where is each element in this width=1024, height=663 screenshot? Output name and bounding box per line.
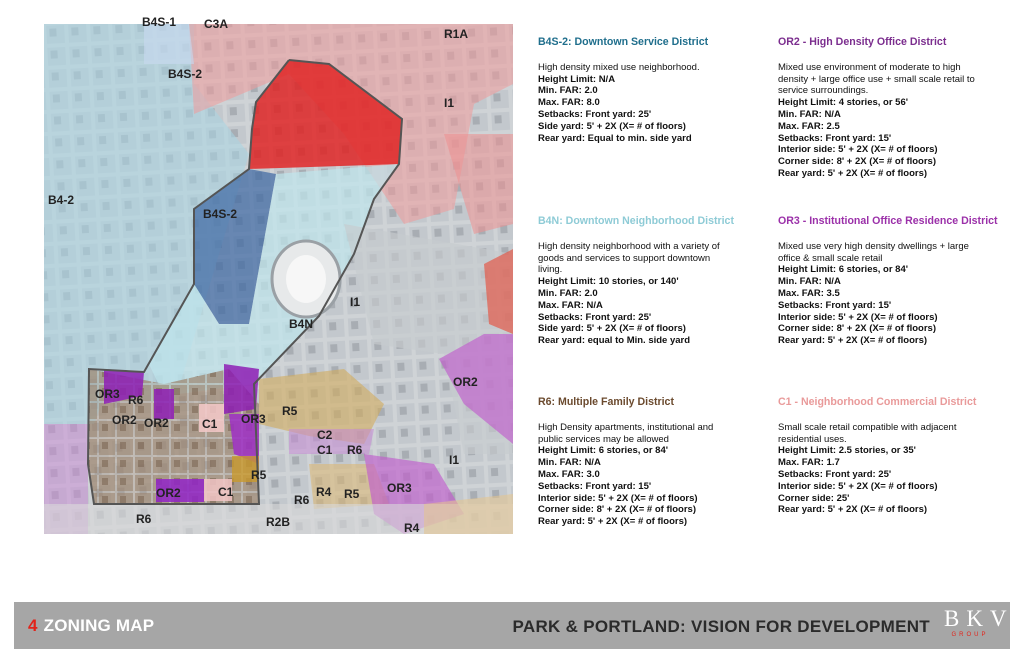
spec-line: Setbacks: Front yard: 25' [778,468,892,480]
spec-line: Corner side: 8' + 2X (X= # of floors) [778,156,936,168]
district-specs [778,97,1000,180]
spec-line: Height Limit: 6 stories, or 84' [538,445,669,457]
map-label-r4-a: R4 [316,485,332,499]
logo-mark: BKV [944,606,1014,631]
district-intro [538,422,760,446]
zone-b4s1 [144,24,194,64]
footer-bar [14,602,1014,649]
spec-line: Setbacks: Front yard: 15' [778,132,892,144]
district-title: B4S-2: Downtown Service District [538,36,709,48]
spec-line: Max. FAR: 8.0 [538,97,600,109]
document-title: PARK & PORTLAND: VISION FOR DEVELOPMENT [512,617,930,636]
district-title: B4N: Downtown Neighborhood District [538,215,734,227]
map-label-r4-b: R4 [404,521,420,535]
section-heading [28,616,154,636]
district-specs [778,264,1000,347]
logo-subtitle: GROUP [951,632,989,638]
map-label-r6-d: R6 [136,512,152,526]
district-specs [538,445,760,528]
spec-line: Height Limit: N/A [538,73,616,85]
spec-line: Side yard: 5' + 2X (X= # of floors) [538,323,686,335]
map-label-i1-top: I1 [444,96,455,110]
bkv-logo [938,606,1014,645]
map-label-b4s2-top: B4S-2 [168,67,203,81]
district-title: OR2 - High Density Office District [778,36,947,48]
intro-line: Mixed use environment of moderate to high [778,61,961,73]
spec-line: Rear yard: 5' + 2X (X= # of floors) [778,167,928,179]
spec-line: Interior side: 5' + 2X (X= # of floors) [778,480,938,492]
spec-line: Setbacks: Front yard: 15' [778,299,892,311]
map-label-c3a: C3A [204,17,229,31]
intro-line: public services may be allowed [538,433,669,445]
spec-line: Min. FAR: N/A [538,457,601,469]
map-label-b4s2-mid: B4S-2 [203,207,238,221]
map-label-b4s1: B4S-1 [142,15,177,29]
district-b4s2 [538,37,760,144]
map-label-r5-b: R5 [251,468,267,482]
spec-line: Setbacks: Front yard: 25' [538,108,652,120]
map-label-or2-b: OR2 [144,416,169,430]
district-intro [778,241,1000,265]
spec-line: Setbacks: Front yard: 25' [538,311,652,323]
spec-line: Min. FAR: N/A [778,108,841,120]
intro-line: Mixed use very high density dwellings + large [778,240,969,252]
zoning-map [44,15,513,535]
spec-line: Max. FAR: 3.0 [538,468,600,480]
intro-line: residential uses. [778,433,847,445]
intro-line: service surroundings. [778,85,869,97]
district-intro [538,62,760,74]
map-label-c1-a: C1 [202,417,218,431]
spec-line: Height Limit: 4 stories, or 56' [778,97,909,109]
spec-line: Corner side: 8' + 2X (X= # of floors) [538,504,696,516]
map-label-or2-a: OR2 [112,413,137,427]
map-label-r6-a: R6 [128,393,144,407]
map-label-or3-a: OR3 [95,387,120,401]
district-intro [538,241,760,276]
spec-line: Side yard: 5' + 2X (X= # of floors) [538,120,686,132]
intro-line: density + large office use + small scale retail to [778,73,975,85]
spec-line: Height Limit: 6 stories, or 84' [778,264,909,276]
spec-line: Max. FAR: 2.5 [778,120,840,132]
spec-line: Min. FAR: N/A [778,276,841,288]
district-specs [778,445,1000,516]
intro-line: High density mixed use neighborhood. [538,61,700,73]
zone-or2-a [154,389,174,419]
intro-line: High Density apartments, institutional and [538,421,714,433]
map-label-r6-b: R6 [347,443,363,457]
spec-line: Max. FAR: 1.7 [778,457,840,469]
spec-line: Rear yard: Equal to min. side yard [538,132,692,144]
intro-line: office & small scale retail [778,252,883,264]
spec-line: Max. FAR: 3.5 [778,287,840,299]
spec-line: Height Limit: 10 stories, or 140' [538,276,679,288]
district-or2 [778,37,1000,180]
map-label-r5-a: R5 [282,404,298,418]
spec-line: Rear yard: 5' + 2X (X= # of floors) [778,504,928,516]
map-label-r1a: R1A [444,27,469,41]
section-title: ZONING MAP [43,616,155,635]
spec-line: Corner side: 8' + 2X (X= # of floors) [778,323,936,335]
intro-line: Small scale retail compatible with adjacent [778,421,957,433]
map-label-c2: C2 [317,428,333,442]
map-label-r6-c: R6 [294,493,310,507]
map-label-i1-low: I1 [449,453,460,467]
spec-line: Rear yard: 5' + 2X (X= # of floors) [538,516,688,528]
intro-line: High density neighborhood with a variety of [538,240,720,252]
map-label-i1-mid: I1 [350,295,361,309]
district-or3 [778,216,1000,347]
district-c1 [778,397,1000,516]
spec-line: Height Limit: 2.5 stories, or 35' [778,445,916,457]
map-label-or2-c: OR2 [156,486,181,500]
spec-line: Min. FAR: 2.0 [538,287,598,299]
spec-line: Interior side: 5' + 2X (X= # of floors) [778,311,938,323]
spec-line: Rear yard: equal to Min. side yard [538,335,691,347]
spec-line: Max. FAR: N/A [538,299,603,311]
district-specs [538,74,760,145]
intro-line: living. [538,264,563,276]
map-label-or2-right: OR2 [453,375,478,389]
spec-line: Interior side: 5' + 2X (X= # of floors) [538,492,698,504]
map-label-b4n: B4N [289,317,314,331]
intro-line: goods and services to support downtown [538,252,711,264]
map-label-r2b: R2B [266,515,291,529]
map-label-c1-b: C1 [317,443,333,457]
district-title: C1 - Neighborhood Commercial District [778,396,977,408]
district-b4n [538,216,760,347]
spec-line: Setbacks: Front yard: 15' [538,480,652,492]
spec-line: Corner side: 25' [778,492,850,504]
map-label-b4-2: B4-2 [48,193,75,207]
district-intro [778,422,1000,446]
district-specs [538,276,760,347]
district-title: R6: Multiple Family District [538,396,674,408]
map-label-c1-c: C1 [218,485,234,499]
district-intro [778,62,1000,97]
map-label-r5-c: R5 [344,487,360,501]
section-number: 4 [28,616,38,635]
zoning-map-graphic [44,15,513,535]
map-label-or3-b: OR3 [241,412,266,426]
spec-line: Rear yard: 5' + 2X (X= # of floors) [778,335,928,347]
spec-line: Min. FAR: 2.0 [538,85,598,97]
district-title: OR3 - Institutional Office Residence District [778,215,998,227]
map-label-or3-c: OR3 [387,481,412,495]
district-r6 [538,397,760,528]
spec-line: Interior side: 5' + 2X (X= # of floors) [778,144,938,156]
stadium-roof [286,255,326,303]
